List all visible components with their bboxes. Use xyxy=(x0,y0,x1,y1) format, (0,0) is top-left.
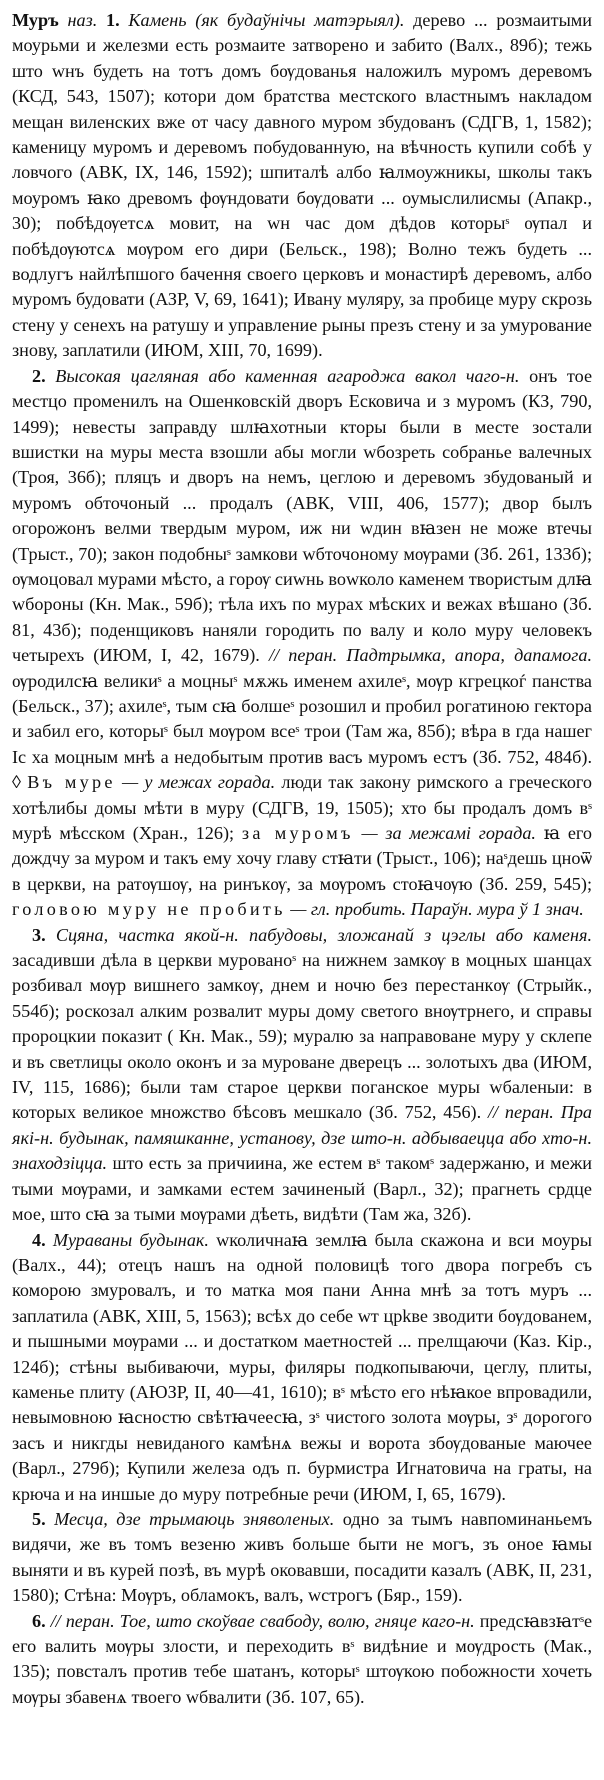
figurative-label: // перан. xyxy=(269,645,338,666)
sense-citations: wколичнаꙗ землꙗ была скажона и вси моуры (Валх., 44); отецъ нашъ на одной половицѣ того двора погребъ съ коморою змуровалъ, и то матка моя пани Анна мнѣ за тотъ муръ ... заплатила (АВК, XIII, 5, 1563); всѣх до себе wт црkве зводити бѹдованем, и пышными мѹрами ... и достатком маетностей ... прелщаючи (Каз. Кір., 124б); стѣны выбиваючи, муры, филяры подкопываючи, цеглу, плиты, каменье плиту (АЮЗР, II, 40—41, 1610); вˢ мѣсто его нѣꙗкое впровадили, невымовною ꙗсностю свѣтꙗчеесꙗ, зˢ чистого золота мѹры, зˢ дорогого засъ и никгды невиданого камѣнѧ вежы и ворота збѹдованые маючее (Варл., 279б); Купили железа одъ п. бурмистра Игнатовича на граты, на крюча и на иншые до муру потребные речи (ИЮМ, I, 65, 1679). xyxy=(12,1229,592,1504)
phrase-1-definition: — у межах горада. xyxy=(121,772,276,793)
phrase-2-citations: ꙗ его дождчу за муром и такъ ему хочу главу стꙗти (Трыст., 106); наˢдешь цноѿ в церкви, на ратѹшѹ, на ринъкѹ, за мѹромъ стоꙗчѹю (Зб. 259, 545); xyxy=(12,823,592,894)
figurative-definition: Падтрымка, апора, дапамога. xyxy=(346,645,593,666)
sense-definition: Камень (як будаўнічы матэрыял). xyxy=(128,10,405,30)
sense-number: 1. xyxy=(106,10,120,30)
sense-number: 6. xyxy=(32,1610,46,1631)
sense-3 xyxy=(12,923,592,1228)
sense-number: 3. xyxy=(32,924,46,945)
sense-citations: одно за тымъ навпоминаньемъ видячи, же въ томъ везеню живъ больше быти не могъ, зъ оное ꙗмы выняти и въ курей позѣ, въ мурѣ оковавши, посадити казалъ (АВК, II, 231, 1580); Стѣна: Мѹръ, обламокъ, валъ, wстрогъ (Бяр., 159). xyxy=(12,1508,592,1606)
sense-definition: Высокая цагляная або каменная агароджа вакол чаго-н. xyxy=(55,365,520,386)
sense-1 xyxy=(12,8,592,364)
sense-5 xyxy=(12,1507,592,1609)
phrase-1-citations: люди так законy римского а греческого хотѣлибы домы мѣти в муру (СДГВ, 19, 1505); хто бы продалъ домъ вˢ мурѣ мѣсском (Хран., 126); xyxy=(12,772,593,843)
phrase-3-definition: — гл. пробить. xyxy=(290,899,407,920)
figurative-definition: Пра які-н. будынак, памяшканне, установу, дзе што-н. адбываецца або хто-н. знаходзіцца. xyxy=(12,1102,593,1174)
phrase-3-xref: Параўн. мура ў 1 знач. xyxy=(410,899,584,920)
sense-definition: Месца, дзе трымаюць зняволеных. xyxy=(54,1508,335,1529)
figurative-label: // перан. xyxy=(488,1102,554,1123)
phrase-marker: ◊ xyxy=(12,772,21,793)
sense-definition: Тое, што скоўвае свабоду, волю, гняце каго-н. xyxy=(119,1610,475,1631)
sense-number: 4. xyxy=(32,1229,46,1250)
sense-citations: дерево ... розмаитыми моурьми и железми есть розмаите затворено и забито (Валх., 89б); тежь што wнъ будеть на тотъ домъ бѹдованья наложилъ муромъ деревомъ (КСД, 543, 1507); котори дом братства местского властнымъ накладом мещан виленских вже от часу давного муром збудованъ (СДГВ, 1, 1582); каменицу муромъ и деревомъ побудованную, на вѣчность купили собѣ у ловчого (АВК, IX, 146, 1592); шпиталѣ албо ꙗлмоужникы, школы такъ моуромъ ꙗко древомъ фѹндовати бѹдовати ... оумыслилисмы (Апакр., 30); побѣдѹетсѧ мовит, на wн час дом дѣдов которыˢ ѹпал и побѣдѹютсѧ мѹром его дири (Бельск., 198); Волно тежъ будеть ... водлугъ найлѣпшого бачення своего церковъ и монастирѣ деревомъ, албо муромъ будовати (АЗР, V, 69, 1641); Ивану муляру, за пробице муру скрозь стену у сенехъ на ратушу и управление рыны презъ стену и за умурование знову, заплатили (ИЮМ, XIII, 70, 1699). xyxy=(12,10,593,361)
phrase-3: головою муру не пробить xyxy=(12,899,286,920)
sense-definition: Сцяна, частка якой-н. пабудовы, зложанай з цэглы або каменя. xyxy=(55,924,592,945)
sense-4 xyxy=(12,1228,592,1507)
phrase-2-definition: — за межамі горада. xyxy=(361,823,536,843)
phrase-2: за муромъ xyxy=(241,823,354,843)
sense-citations: засадивши дѣла в церкви мурованоˢ на нижнем замкѹ в моцных шанцах розбивал мѹр вишнего замкѹ, днем и ночю без перестанкѹ (Стрыйк., 554б); роскозал алким розвалит муры дому светого внѹтрнего, и справы пророцкии показит ( Кн. Мак., 59); муралю за направоване муру у склепе и въ светлицы около оконъ и за мурованe дверецъ ... золотыхъ два (ИЮМ, IV, 115, 1686); были там старое церкви поганское муры wбаленыи: в которых великое множство бѣсовъ мешкало (Зб. 752, 456). xyxy=(12,950,592,1123)
sense-definition: Мураваны будынак. xyxy=(52,1229,209,1250)
phrase-1: Въ муре xyxy=(27,772,116,793)
sense-number: 2. xyxy=(32,365,46,386)
headword: Муръ xyxy=(12,10,59,30)
figurative-citations: што есть за причиина, же естем вˢ такомˢ задержаню, и межи тыми мѹрами, и замками естем зачиненый (Варл., 32); прагнеть срдце мое, што сꙗ за тыми мѹрами дѣеть, видѣти (Там жа, 32б). xyxy=(12,1153,592,1225)
sense-6 xyxy=(12,1609,592,1711)
figurative-citations: ѹродилсꙗ великиˢ а моцныˢ мѫжь именем ахилеˢ, мѹр кгрецкоѓ панства (Бельск., 37); ахилеˢ, тым сꙗ болшеˢ розошил и пробил рогатиною гектора и забил его, которыˢ был мѹром всеˢ трои (Там жа, 85б); вѣра в гда нашег Іс ха моцным мнѣ а недобытым против васъ муромъ естъ (Зб. 752, 484б). xyxy=(12,670,592,767)
sense-citations: предсꙗвзꙗтˢе его валить мѹры злости, и переходить вˢ видѣние и мѹдрость (Мак., 135); повсталъ против тебе шатанъ, которыˢ штѹкою побожности хочеть мѹры збавенѧ твоего wбвалити (Зб. 107, 65). xyxy=(12,1610,593,1707)
sense-citations: онъ тое местцо променилъ на Ошенковскій дворъ Есковича и з муромъ (КЗ, 790, 1499); невесты заправду шлꙗхотныи кторы были в месте зостали вшистки на муры места взошли абы могли wбозреть собранье валечных (Троя, 36б); пляцъ и дворъ на немъ, цеглою и деревомъ збудованый и муромъ обточоный ... продалъ (АВК, VIII, 406, 1577); двор былъ огорожонъ велми твердым муром, иж ни wдин вꙗзен не може втечы (Трыст., 70); закон подобныˢ замкови wбточоному мѹрами (Зб. 261, 133б); ѹмоцовал мурами мѣсто, а горѹ сиwнь воwколо каменем твористым длꙗ wбороны (Кн. Мак., 59б); тѣла ихъ по мурах мѣских и вежах вѣшано (Зб. 81, 43б); поденщиковъ наняли городить по валу и коло муру человекъ четырехъ (ИЮМ, I, 42, 1679). xyxy=(12,365,593,666)
sense-number: 5. xyxy=(32,1508,46,1529)
figurative-label: // перан. xyxy=(50,1610,115,1631)
sense-2 xyxy=(12,364,592,923)
grammar-label: наз. xyxy=(67,10,98,30)
